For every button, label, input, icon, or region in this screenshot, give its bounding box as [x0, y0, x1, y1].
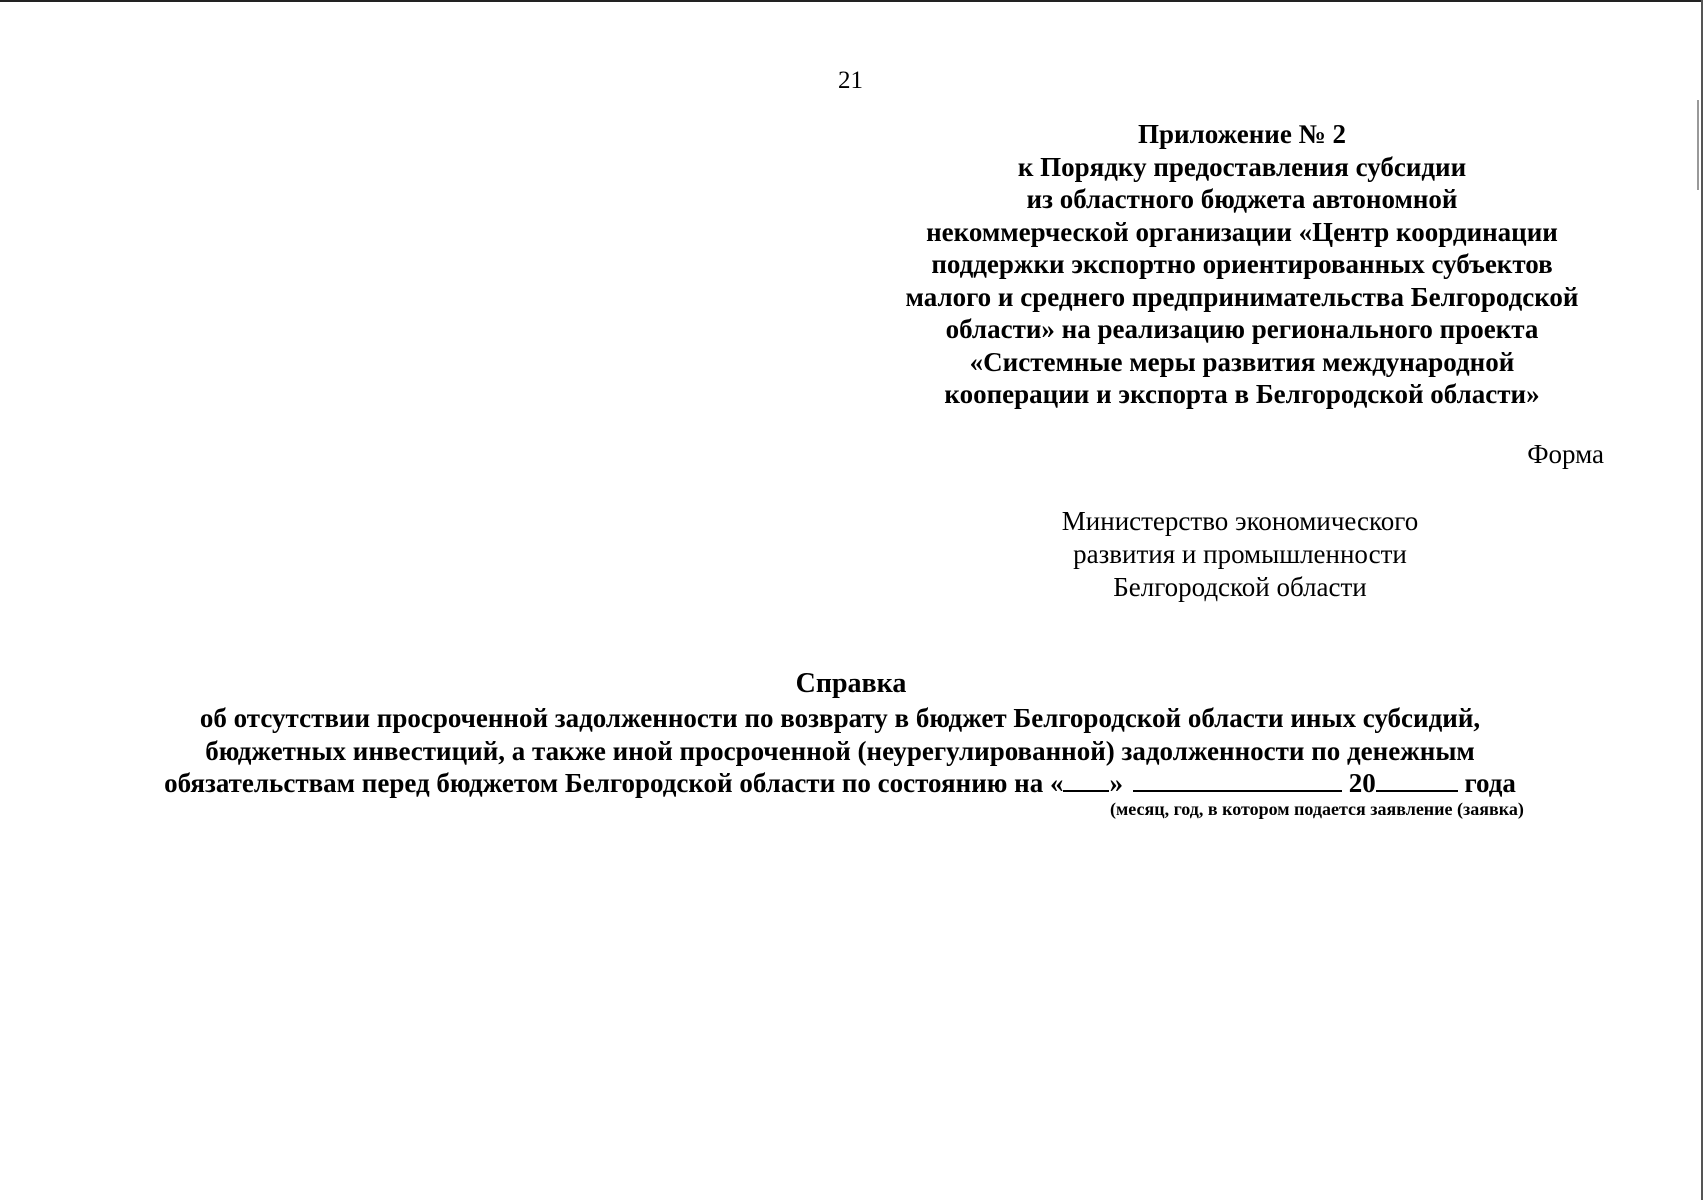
spravka-line-2: бюджетных инвестиций, а также иной просроченной (неурегулированной) задолженности по денежным — [205, 735, 1475, 766]
appendix-line: из областного бюджета автономной — [1026, 184, 1458, 214]
appendix-line: к Порядку предоставления субсидии — [1017, 151, 1467, 182]
spravka-line-3-prefix: обязательствам перед бюджетом Белгородской области по состоянию на « — [164, 768, 1064, 798]
page-number: 21 — [838, 67, 863, 94]
appendix-line: кооперации и экспорта в Белгородской области» — [944, 379, 1540, 409]
appendix-header — [862, 118, 1622, 411]
year-blank-field[interactable] — [1376, 768, 1458, 792]
ministry-line: Белгородской области — [1113, 572, 1367, 602]
ministry-line: развития и промышленности — [1073, 539, 1407, 569]
spravka-line-3 — [100, 767, 1580, 800]
appendix-line: малого и среднего предпринимательства Белгородской — [905, 281, 1579, 312]
goda-suffix: года — [1457, 768, 1516, 798]
appendix-line: Приложение № 2 — [1138, 119, 1346, 149]
scan-mark — [1697, 100, 1699, 190]
ministry-addressee — [990, 505, 1490, 604]
scan-edge-top — [0, 0, 1703, 2]
ministry-line: Министерство экономического — [1061, 506, 1419, 536]
appendix-line: области» на реализацию регионального проекта — [945, 314, 1539, 344]
appendix-line: поддержки экспортно ориентированных субъектов — [931, 249, 1553, 279]
spravka-subject — [100, 702, 1580, 800]
day-blank-field[interactable] — [1063, 768, 1109, 792]
quote-close: » — [1109, 768, 1123, 798]
spravka-title: Справка — [795, 668, 907, 699]
forma-label: Форма — [1527, 439, 1604, 469]
month-blank-field[interactable] — [1133, 768, 1342, 792]
appendix-line: некоммерческой организации «Центр координации — [926, 216, 1558, 247]
appendix-line: «Системные меры развития международной — [969, 346, 1515, 377]
date-hint: (месяц, год, в котором подается заявление (заявка) — [1110, 799, 1524, 819]
year-prefix: 20 — [1341, 768, 1376, 798]
spravka-line-1: об отсутствии просроченной задолженности по возврату в бюджет Белгородской области иных субсидий, — [199, 703, 1481, 733]
